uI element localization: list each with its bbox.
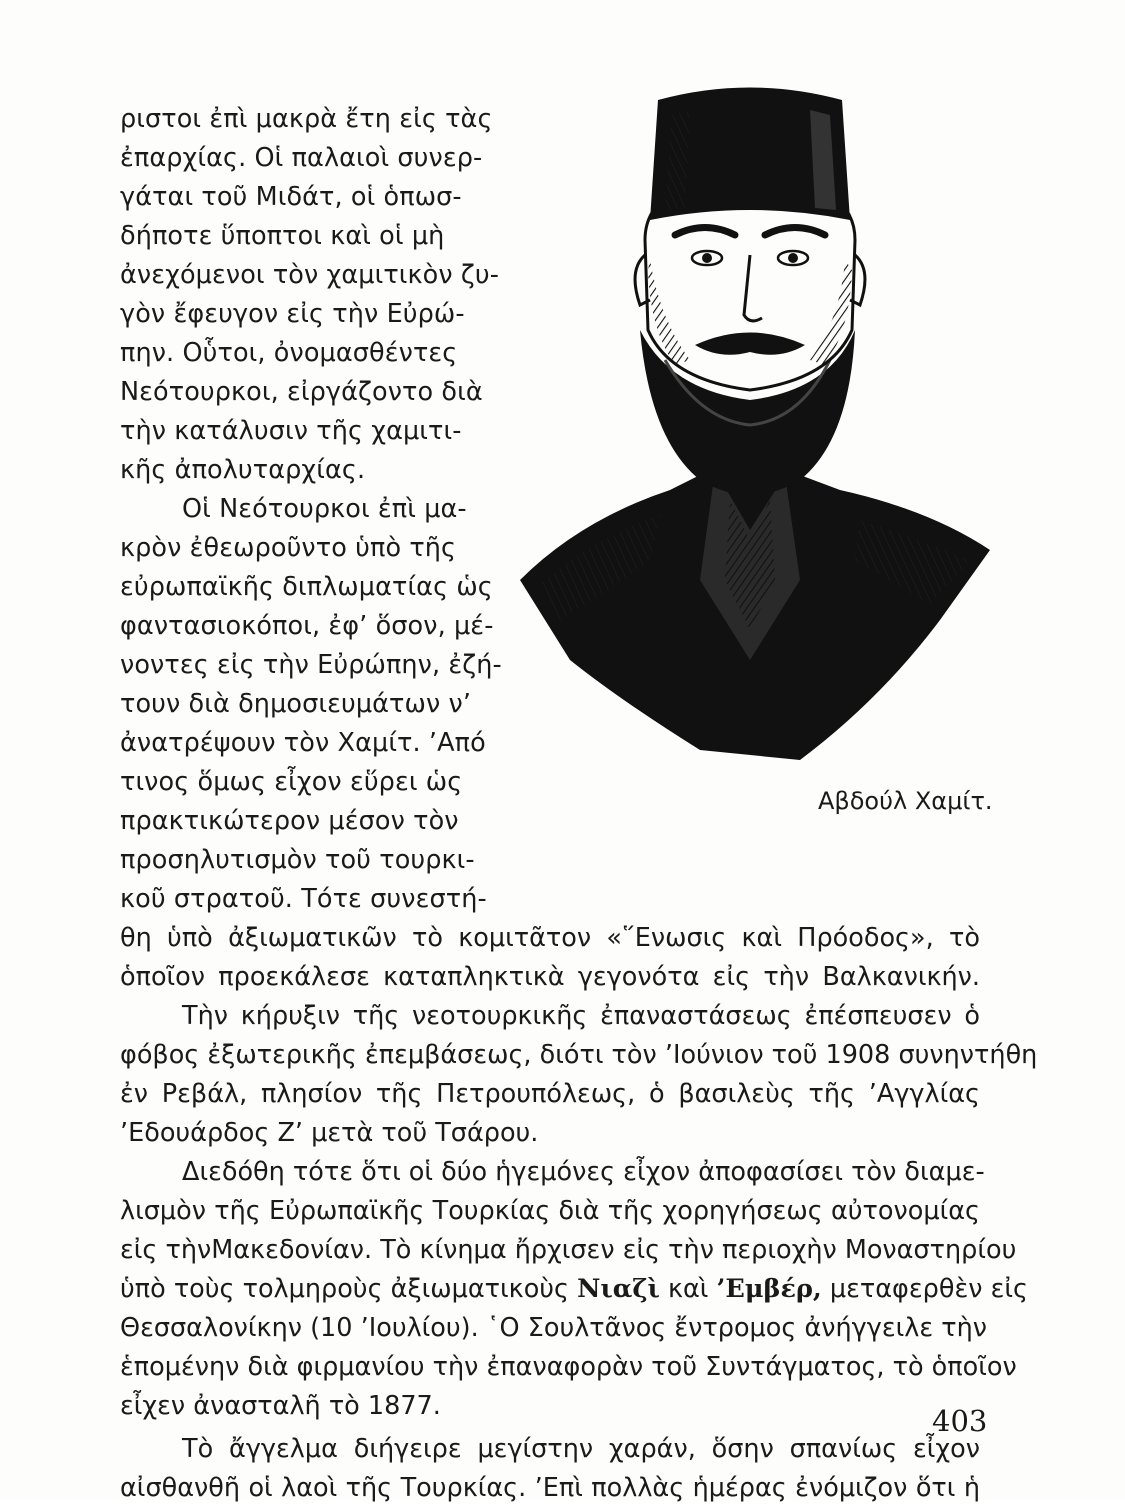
text-line: εἶχεν ἀνασταλῆ τὸ 1877. [120, 1391, 441, 1421]
name-enver: ’Εμβέρ, [716, 1274, 822, 1304]
text-line: λισμὸν τῆς Εὐρωπαϊκῆς Τουρκίας διὰ τῆς χορηγήσεως αὐτονομίας [120, 1196, 980, 1226]
text-line: ἐπαρχίας. Οἱ παλαιοὶ συνερ- [120, 143, 483, 173]
text-line: ἐν Ρεβάλ, πλησίον τῆς Πετρουπόλεως, ὁ βασιλεὺς τῆς ’Αγγλίας [120, 1079, 980, 1109]
text-line: κοῦ στρατοῦ. Τότε συνεστή- [120, 884, 487, 914]
portrait-caption: Αβδούλ Χαμίτ. [818, 787, 993, 815]
portrait-engraving-icon [500, 60, 1000, 790]
text-line: φαντασιοκόποι, ἐφ’ ὅσον, μέ- [120, 611, 494, 641]
text-line: πρακτικώτερον μέσον τὸν [120, 806, 459, 836]
text-line: ἀνατρέψουν τὸν Χαμίτ. ’Από [120, 728, 486, 758]
text-line: ὁποῖον προεκάλεσε καταπληκτικὰ γεγονότα εἰς τὴν Βαλκανικήν. [120, 962, 980, 992]
text-line: Οἱ Νεότουρκοι ἐπὶ μα- [182, 494, 467, 524]
text-line: θη ὑπὸ ἀξιωματικῶν τὸ κομιτᾶτον «῞Ενωσις καὶ Πρόοδος», τὸ [120, 923, 980, 953]
text-line: εὐρωπαϊκῆς διπλωματίας ὡς [120, 572, 493, 602]
text-line: ἑπομένην διὰ φιρμανίου τὴν ἐπαναφορὰν τοῦ Συντάγματος, τὸ ὁποῖον [120, 1352, 1017, 1382]
text-line: Θεσσαλονίκην (10 ’Ιουλίου). ῾Ο Σουλτᾶνος ἔντρομος ἀνήγγειλε τὴν [120, 1313, 987, 1343]
text-line: γάται τοῦ Μιδάτ, οἱ ὁπωσ- [120, 182, 462, 212]
text-line: γὸν ἔφευγον εἰς τὴν Εὐρώ- [120, 299, 465, 329]
text-line: εἰς τὴνΜακεδονίαν. Τὸ κίνημα ἤρχισεν εἰς τὴν περιοχὴν Μοναστηρίου [120, 1235, 1017, 1265]
text-line: προσηλυτισμὸν τοῦ τουρκι- [120, 845, 475, 875]
text-line: νοντες εἰς τὴν Εὐρώπην, ἐζή- [120, 650, 502, 680]
text-line: τινος ὅμως εἶχον εὕρει ὡς [120, 767, 463, 797]
text-line: Νεότουρκοι, εἰργάζοντο διὰ [120, 377, 483, 407]
text-line: ριστοι ἐπὶ μακρὰ ἔτη εἰς τὰς [120, 104, 493, 134]
name-niazi: Νιαζὶ [577, 1274, 660, 1304]
text-line: ἀνεχόμενοι τὸν χαμιτικὸν ζυ- [120, 260, 500, 290]
text-line-with-names [120, 1270, 1028, 1309]
text-segment: ὑπὸ τοὺς τολμηροὺς ἀξιωματικοὺς [120, 1274, 578, 1304]
text-line: ’Εδουάρδος Ζ’ μετὰ τοῦ Τσάρου. [120, 1118, 539, 1148]
text-segment: καὶ [659, 1274, 717, 1304]
text-line: Διεδόθη τότε ὅτι οἱ δύο ἡγεμόνες εἶχον ἀποφασίσει τὸν διαμε- [182, 1157, 985, 1187]
text-line: φόβος ἐξωτερικῆς ἐπεμβάσεως, διότι τὸν ’Ιούνιον τοῦ 1908 συνηντήθη [120, 1040, 1038, 1070]
page-number: 403 [932, 1404, 988, 1438]
text-line: δήποτε ὕποπτοι καὶ οἱ μὴ [120, 221, 445, 251]
text-line: κρὸν ἐθεωροῦντο ὑπὸ τῆς [120, 533, 457, 563]
text-line: αἰσθανθῆ οἱ λαοὶ τῆς Τουρκίας. ’Επὶ πολλὰς ἡμέρας ἐνόμιζον ὅτι ἡ [120, 1473, 980, 1503]
text-line: τὴν κατάλυσιν τῆς χαμιτι- [120, 416, 462, 446]
text-line: Τὸ ἄγγελμα διήγειρε μεγίστην χαράν, ὅσην σπανίως εἶχον [182, 1434, 980, 1464]
text-line: τουν διὰ δημοσιευμάτων ν’ [120, 689, 472, 719]
text-line: Τὴν κήρυξιν τῆς νεοτουρκικῆς ἐπαναστάσεως ἐπέσπευσεν ὁ [182, 1001, 980, 1031]
text-segment: μεταφερθὲν εἰς [821, 1274, 1028, 1304]
text-line: πην. Οὗτοι, ὀνομασθέντες [120, 338, 458, 368]
text-line: κῆς ἀπολυταρχίας. [120, 455, 366, 485]
